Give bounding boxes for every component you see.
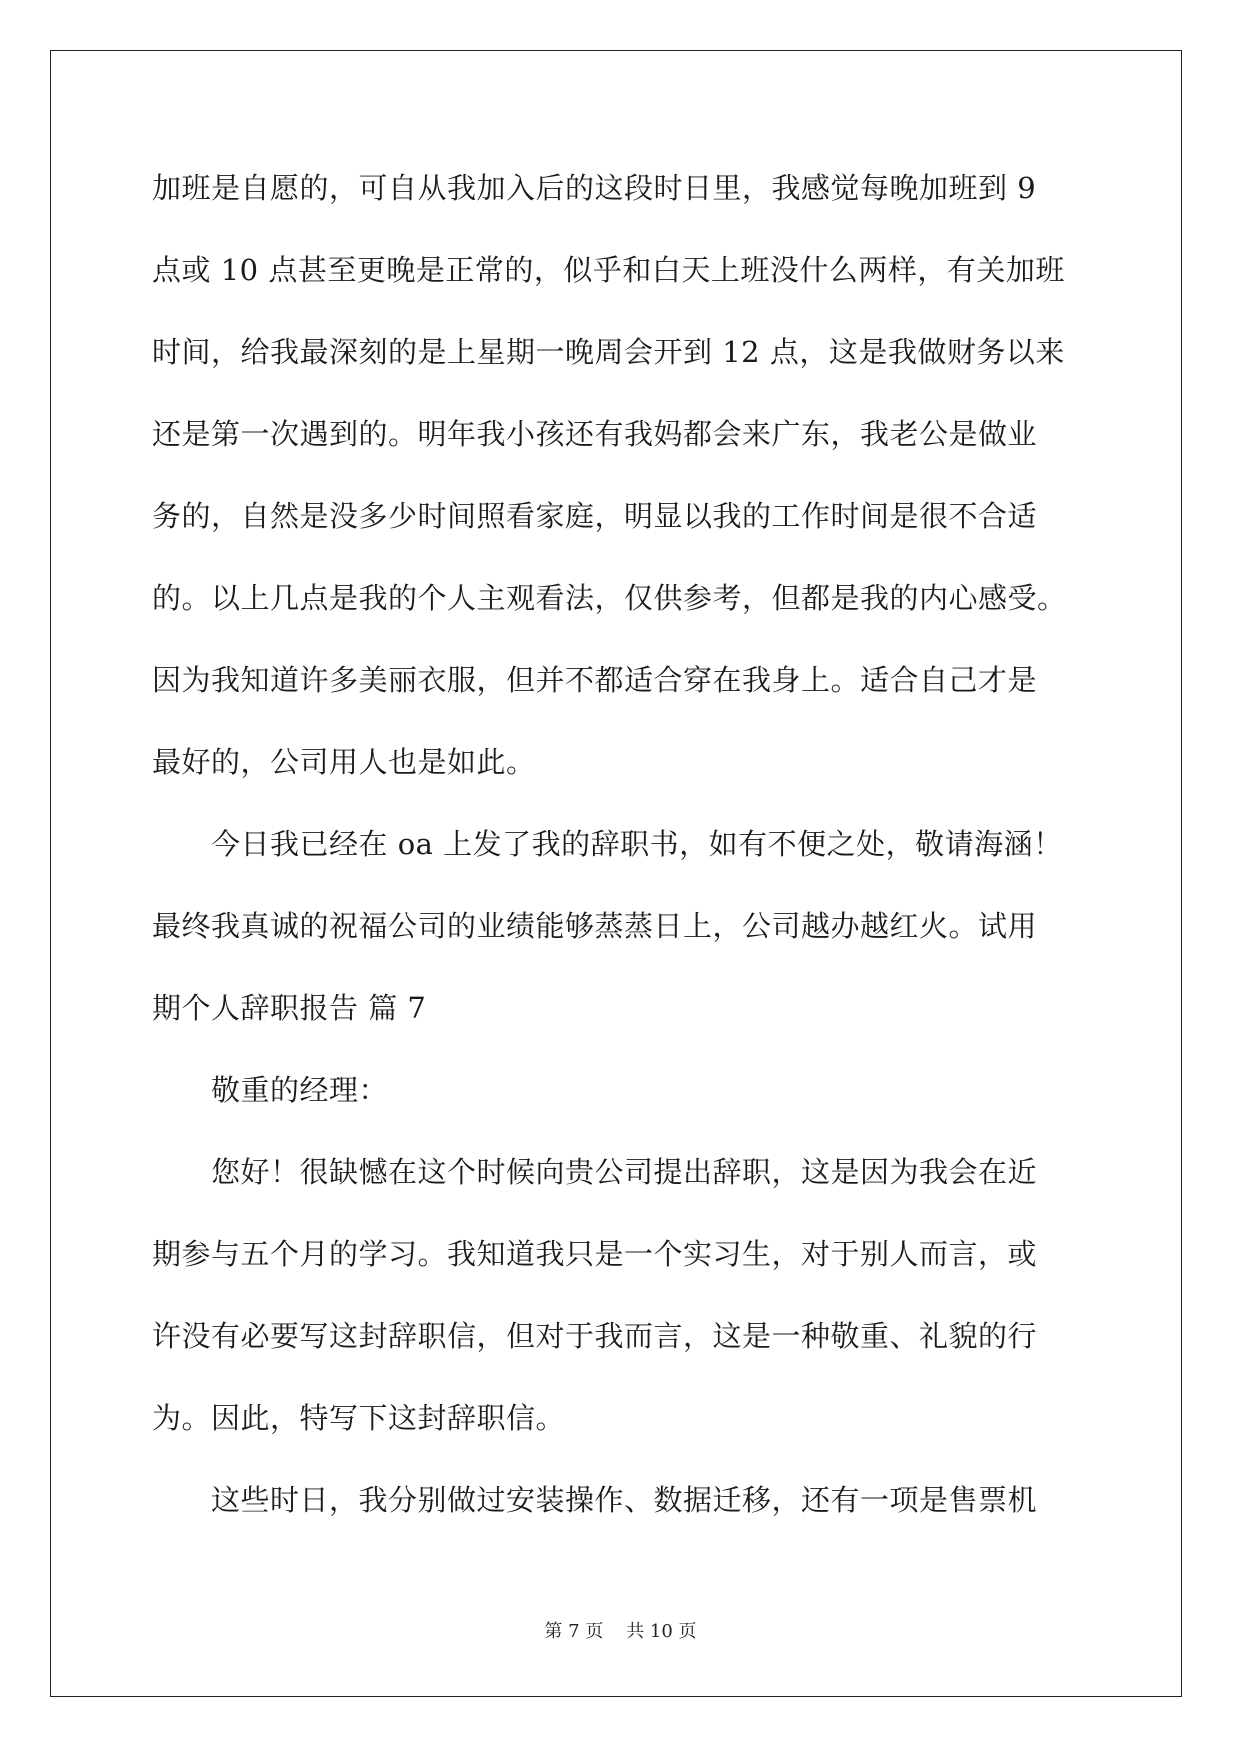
- page-number: 第 7 页 共 10 页: [544, 1621, 697, 1642]
- text-line: 许没有必要写这封辞职信，但对于我而言，这是一种敬重、礼貌的行: [152, 1319, 1038, 1353]
- text-line: 期参与五个月的学习。我知道我只是一个实习生，对于别人而言，或: [152, 1237, 1038, 1271]
- text-line: 最终我真诚的祝福公司的业绩能够蒸蒸日上，公司越办越红火。试用: [152, 909, 1038, 943]
- text-line: 时间，给我最深刻的是上星期一晚周会开到 12 点，这是我做财务以来: [152, 335, 1065, 369]
- text-line: 敬重的经理：: [152, 1073, 389, 1107]
- text-line: 为。因此，特写下这封辞职信。: [152, 1401, 566, 1435]
- text-line: 您好！很缺憾在这个时候向贵公司提出辞职，这是因为我会在近: [152, 1155, 1038, 1189]
- text-line: 加班是自愿的，可自从我加入后的这段时日里，我感觉每晚加班到 9: [152, 171, 1037, 205]
- text-line: 点或 10 点甚至更晚是正常的，似乎和白天上班没什么两样，有关加班: [152, 253, 1065, 287]
- text-line: 的。以上几点是我的个人主观看法，仅供参考，但都是我的内心感受。: [152, 581, 1067, 615]
- document-body: [152, 158, 1092, 1552]
- text-line: 因为我知道许多美丽衣服，但并不都适合穿在我身上。适合自己才是: [152, 663, 1038, 697]
- text-line: 务的，自然是没多少时间照看家庭，明显以我的工作时间是很不合适: [152, 499, 1038, 533]
- text-line: 今日我已经在 oa 上发了我的辞职书，如有不便之处，敬请海涵！: [152, 827, 1063, 861]
- text-line: 期个人辞职报告 篇 7: [152, 991, 427, 1025]
- text-line: 这些时日，我分别做过安装操作、数据迁移，还有一项是售票机: [152, 1483, 1038, 1517]
- page-footer: [0, 1620, 1241, 1644]
- text-line: 还是第一次遇到的。明年我小孩还有我妈都会来广东，我老公是做业: [152, 417, 1038, 451]
- text-line: 最好的，公司用人也是如此。: [152, 745, 536, 779]
